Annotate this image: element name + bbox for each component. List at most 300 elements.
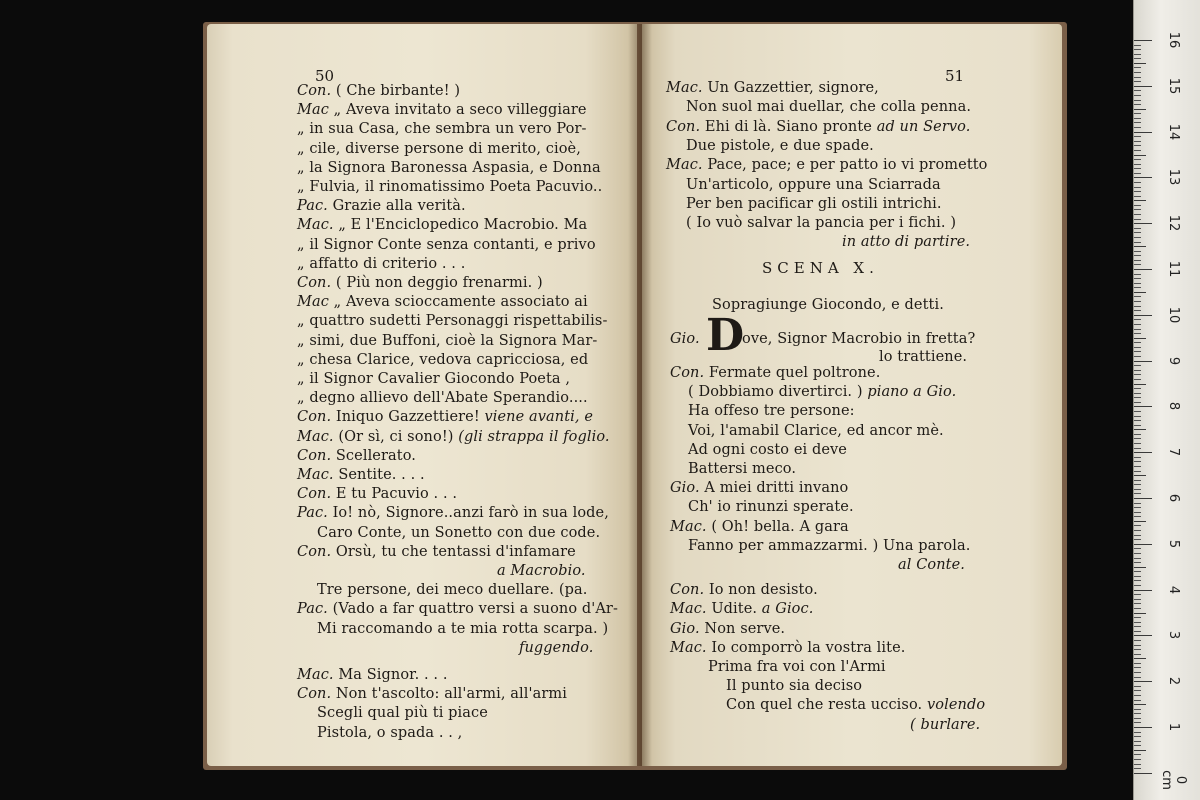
ruler-tick xyxy=(1134,677,1141,678)
ruler-tick xyxy=(1134,576,1141,577)
text-line xyxy=(688,441,847,459)
ruler-number: 12 xyxy=(1166,214,1181,232)
line-text: A miei dritti invano xyxy=(699,480,849,497)
text-line xyxy=(686,137,874,155)
line-text: Ehi di là. Siano pronte xyxy=(700,118,872,135)
speaker-name: Mac. xyxy=(297,217,334,234)
ruler-tick xyxy=(1134,484,1141,485)
text-line xyxy=(670,330,700,348)
line-text: „ simi, due Buffoni, cioè la Signora Mar- xyxy=(297,332,598,349)
stage-direction: lo trattiene. xyxy=(879,349,968,365)
text-line xyxy=(688,402,855,420)
text-line xyxy=(497,562,586,580)
ruler-tick xyxy=(1134,255,1141,256)
ruler-tick xyxy=(1134,466,1141,467)
line-text: ( Io vuò salvar la pancia per i fichi. ) xyxy=(686,215,957,232)
ruler-tick xyxy=(1134,315,1152,316)
line-text: Ma Signor. . . . xyxy=(333,667,448,683)
text-line xyxy=(686,98,971,116)
line-text: „ Aveva invitato a seco villeggiare xyxy=(328,102,587,119)
ruler-tick xyxy=(1134,141,1141,142)
line-text: ( Che birbante! ) xyxy=(331,83,461,99)
speaker-name: Mac. xyxy=(666,80,703,96)
text-line xyxy=(297,178,602,196)
ruler-tick xyxy=(1134,177,1152,178)
text-line xyxy=(317,724,462,742)
speaker-name: Mac. xyxy=(666,157,703,174)
ruler-tick xyxy=(1134,452,1152,453)
ruler-tick xyxy=(1134,324,1141,325)
ruler-tick xyxy=(1134,214,1141,215)
ruler-tick xyxy=(1134,503,1141,504)
speaker-name: Mac xyxy=(297,102,329,119)
ruler-tick xyxy=(1134,406,1152,407)
line-text: „ affatto di criterio . . . xyxy=(297,255,466,272)
text-line xyxy=(297,428,610,446)
text-line xyxy=(317,620,608,638)
line-text: „ Aveva scioccamente associato ai xyxy=(328,294,588,311)
stage-direction: fuggendo. xyxy=(519,639,594,656)
ruler-number: 4 xyxy=(1166,585,1181,594)
text-line xyxy=(317,524,600,542)
line-text: Ha offeso tre persone: xyxy=(688,403,855,420)
ruler-tick xyxy=(1134,709,1141,710)
ruler-tick xyxy=(1134,713,1141,714)
line-text: „ quattro sudetti Personaggi rispettabilis- xyxy=(297,313,608,330)
ruler-tick xyxy=(1134,700,1141,701)
ruler-tick xyxy=(1134,663,1141,664)
measuring-ruler xyxy=(1133,0,1200,800)
ruler-tick xyxy=(1134,155,1146,156)
ruler-tick xyxy=(1134,301,1141,302)
ruler-tick xyxy=(1134,40,1152,41)
ruler-number: 14 xyxy=(1166,123,1181,140)
speaker-name: Con. xyxy=(297,447,332,464)
ruler-tick xyxy=(1134,242,1141,243)
line-text: „ degno allievo dell'Abate Sperandio.... xyxy=(297,390,588,407)
text-line xyxy=(666,156,988,174)
line-text: (Vado a far quattro versi a suono d'Ar- xyxy=(327,601,618,618)
ruler-tick xyxy=(1134,603,1141,604)
ruler-tick xyxy=(1134,617,1141,618)
ruler-tick xyxy=(1134,49,1141,50)
ruler-tick xyxy=(1134,512,1141,513)
text-line xyxy=(317,581,587,599)
text-line xyxy=(297,466,425,484)
text-line xyxy=(519,639,593,657)
ruler-tick xyxy=(1134,274,1141,275)
ruler-tick xyxy=(1134,132,1152,133)
ruler-tick xyxy=(1134,480,1141,481)
ruler-tick xyxy=(1134,374,1141,375)
ruler-tick xyxy=(1134,759,1141,760)
ruler-tick xyxy=(1134,361,1152,362)
line-text: Due pistole, e due spade. xyxy=(686,137,874,154)
ruler-tick xyxy=(1134,718,1141,719)
text-line xyxy=(297,216,587,234)
speaker-name: Mac. xyxy=(670,639,707,656)
ruler-tick xyxy=(1134,109,1146,110)
ruler-tick xyxy=(1134,168,1141,169)
line-text: Prima fra voi con l'Armi xyxy=(708,659,886,675)
ruler-tick xyxy=(1134,333,1141,334)
ruler-tick xyxy=(1134,237,1141,238)
ruler-tick xyxy=(1134,246,1146,247)
ruler-tick xyxy=(1134,434,1141,435)
ruler-tick xyxy=(1134,292,1146,293)
ruler-tick xyxy=(1134,590,1152,591)
ruler-tick xyxy=(1134,145,1141,146)
text-line xyxy=(670,639,905,657)
ruler-tick xyxy=(1134,219,1141,220)
ruler-tick xyxy=(1134,72,1141,73)
stage-direction: a Macrobio. xyxy=(497,563,586,579)
ruler-tick xyxy=(1134,342,1141,343)
speaker-name: Mac. xyxy=(297,428,334,445)
ruler-tick xyxy=(1134,704,1146,705)
speaker-name: Con. xyxy=(297,543,332,560)
text-line xyxy=(686,176,941,194)
ruler-tick xyxy=(1134,200,1146,201)
ruler-tick xyxy=(1134,67,1141,68)
ruler-tick xyxy=(1134,525,1141,526)
line-text: Con quel che resta ucciso. xyxy=(726,697,923,714)
line-text: ove, Signor Macrobio in fretta? xyxy=(742,331,976,347)
ruler-tick xyxy=(1134,553,1141,554)
text-line xyxy=(297,274,543,292)
ruler-tick xyxy=(1134,773,1152,774)
stage-direction: volendo xyxy=(922,697,986,714)
ruler-tick xyxy=(1134,741,1141,742)
book-gutter xyxy=(628,24,652,766)
ruler-tick xyxy=(1134,370,1141,371)
ruler-tick xyxy=(1134,287,1141,288)
ruler-number: 5 xyxy=(1166,539,1181,548)
text-line xyxy=(686,195,942,213)
text-line xyxy=(688,460,796,478)
speaker-name: Con. xyxy=(670,365,705,381)
ruler-tick xyxy=(1134,631,1141,632)
ruler-tick xyxy=(1134,768,1141,769)
ruler-number: 15 xyxy=(1166,77,1181,95)
stage-direction: viene avanti, e xyxy=(479,409,593,426)
ruler-tick xyxy=(1134,686,1141,687)
ruler-tick xyxy=(1134,113,1141,114)
page-number: 51 xyxy=(945,67,965,85)
ruler-tick xyxy=(1134,269,1152,270)
line-text: Io comporrò la vostra lite. xyxy=(706,639,906,656)
ruler-tick xyxy=(1134,205,1141,206)
stage-direction: piano a Gio. xyxy=(862,384,957,401)
line-text: Scellerato. xyxy=(331,447,416,464)
ruler-tick xyxy=(1134,351,1141,352)
speaker-name: Con. xyxy=(666,118,701,135)
line-text: Pace, pace; e per patto io vi prometto xyxy=(702,157,988,174)
line-text: Fermate quel poltrone. xyxy=(704,365,881,381)
text-line xyxy=(297,82,460,100)
stage-direction: ad un Servo. xyxy=(871,118,971,135)
stage-direction: al Conte. xyxy=(898,557,965,573)
ruler-tick xyxy=(1134,745,1141,746)
speaker-name: Con. xyxy=(297,409,332,426)
ruler-tick xyxy=(1134,63,1146,64)
ruler-tick xyxy=(1134,493,1141,494)
ruler-tick xyxy=(1134,251,1141,252)
speaker-name: Mac xyxy=(297,294,329,311)
line-text: „ cile, diverse persone di merito, cioè, xyxy=(297,140,581,157)
line-text: Ch' io rinunzi sperate. xyxy=(688,499,854,516)
text-line xyxy=(297,293,588,311)
ruler-tick xyxy=(1134,306,1141,307)
text-line xyxy=(726,677,862,695)
ruler-number: 13 xyxy=(1166,169,1181,186)
ruler-number: 0 cm xyxy=(1159,769,1188,790)
ruler-tick xyxy=(1134,681,1152,682)
text-line xyxy=(670,620,785,638)
ruler-tick xyxy=(1134,319,1141,320)
text-line xyxy=(666,79,879,97)
ruler-tick xyxy=(1134,580,1141,581)
ruler-tick xyxy=(1134,338,1146,339)
text-line xyxy=(670,600,813,618)
ruler-tick xyxy=(1134,45,1141,46)
line-text: Io non desisto. xyxy=(704,582,818,599)
ruler-tick xyxy=(1134,764,1141,765)
ruler-tick xyxy=(1134,425,1141,426)
ruler-tick xyxy=(1134,516,1141,517)
ruler-tick xyxy=(1134,278,1141,279)
ruler-tick xyxy=(1134,118,1141,119)
speaker-name: Con. xyxy=(297,686,332,703)
text-line xyxy=(670,581,818,599)
text-line xyxy=(297,197,466,215)
speaker-name: Gio. xyxy=(670,620,700,637)
text-line xyxy=(688,498,854,516)
line-text: ( Oh! bella. A gara xyxy=(706,518,849,535)
line-text: „ Fulvia, il rinomatissimo Poeta Pacuvio.. xyxy=(297,179,603,195)
ruler-tick xyxy=(1134,379,1141,380)
ruler-tick xyxy=(1134,296,1141,297)
ruler-tick xyxy=(1134,457,1141,458)
ruler-tick xyxy=(1134,310,1141,311)
ruler-tick xyxy=(1134,420,1141,421)
stage-direction: in atto di partire. xyxy=(842,234,971,251)
line-text: Battersi meco. xyxy=(688,461,797,477)
line-text: Grazie alla verità. xyxy=(327,198,466,215)
ruler-tick xyxy=(1134,54,1141,55)
ruler-number: 1 xyxy=(1166,722,1181,732)
text-line xyxy=(297,312,607,330)
text-line xyxy=(297,120,587,138)
ruler-number: 7 xyxy=(1166,448,1181,457)
ruler-tick xyxy=(1134,191,1141,192)
line-text: „ E l'Enciclopedico Macrobio. Ma xyxy=(333,217,588,234)
ruler-tick xyxy=(1134,173,1141,174)
ruler-tick xyxy=(1134,393,1141,394)
ruler-tick xyxy=(1134,722,1141,723)
line-text: Un Gazzettier, signore, xyxy=(702,80,879,96)
line-text: E tu Pacuvio . . . xyxy=(331,486,458,503)
ruler-tick xyxy=(1134,727,1152,728)
ruler-tick xyxy=(1134,209,1141,210)
ruler-tick xyxy=(1134,438,1141,439)
ruler-tick xyxy=(1134,182,1141,183)
ruler-tick xyxy=(1134,347,1141,348)
ruler-tick xyxy=(1134,104,1141,105)
speaker-name: Mac. xyxy=(297,667,334,683)
ruler-tick xyxy=(1134,658,1146,659)
ruler-number: 9 xyxy=(1166,356,1181,365)
ruler-tick xyxy=(1134,90,1141,91)
line-text: Caro Conte, un Sonetto con due code. xyxy=(317,524,601,541)
ruler-tick xyxy=(1134,136,1141,137)
ruler-tick xyxy=(1134,429,1146,430)
text-line xyxy=(297,389,588,407)
text-line xyxy=(670,479,848,497)
line-text: Udite. xyxy=(706,601,758,618)
text-line xyxy=(670,364,880,382)
ruler-tick xyxy=(1134,498,1152,499)
right-page xyxy=(642,24,1062,766)
speaker-name: Pac. xyxy=(297,505,328,522)
ruler-number: 10 xyxy=(1166,306,1181,324)
ruler-tick xyxy=(1134,544,1152,545)
text-line xyxy=(297,370,570,388)
ruler-tick xyxy=(1134,86,1152,87)
text-line xyxy=(297,666,448,684)
ruler-tick xyxy=(1134,695,1141,696)
ruler-tick xyxy=(1134,448,1141,449)
ruler-tick xyxy=(1134,388,1141,389)
ruler-tick xyxy=(1134,461,1141,462)
text-line xyxy=(726,696,985,714)
text-line xyxy=(670,518,849,536)
speaker-name: Pac. xyxy=(297,198,328,215)
text-line xyxy=(297,408,593,426)
speaker-name: Con. xyxy=(297,83,332,99)
speaker-name: Con. xyxy=(670,582,705,599)
ruler-tick xyxy=(1134,667,1141,668)
ruler-number: 8 xyxy=(1166,402,1181,411)
ruler-tick xyxy=(1134,754,1141,755)
ruler-tick xyxy=(1134,187,1141,188)
ruler-tick xyxy=(1134,635,1152,636)
stage-direction: a Gioc. xyxy=(757,601,814,618)
ruler-tick xyxy=(1134,443,1141,444)
ruler-tick xyxy=(1134,411,1141,412)
text-line xyxy=(297,159,601,177)
ruler-tick xyxy=(1134,164,1141,165)
ruler-tick xyxy=(1134,489,1141,490)
text-line xyxy=(297,685,567,703)
ruler-tick xyxy=(1134,384,1146,385)
text-line xyxy=(317,704,488,722)
speaker-name: Gio. xyxy=(670,480,700,497)
ruler-tick xyxy=(1134,535,1141,536)
ruler-tick xyxy=(1134,530,1141,531)
ruler-tick xyxy=(1134,622,1141,623)
line-text: Fanno per ammazzarmi. ) Una parola. xyxy=(688,537,971,554)
ruler-tick xyxy=(1134,613,1146,614)
line-text: (Or sì, ci sono!) xyxy=(333,428,454,445)
ruler-tick xyxy=(1134,365,1141,366)
text-line xyxy=(686,214,956,232)
line-text: „ il Signor Cavalier Giocondo Poeta , xyxy=(297,371,571,387)
line-text: Pistola, o spada . . , xyxy=(317,724,463,741)
text-line xyxy=(297,255,465,273)
ruler-tick xyxy=(1134,507,1141,508)
page-number: 50 xyxy=(315,67,335,85)
line-text: Mi raccomando a te mia rotta scarpa. ) xyxy=(317,620,609,637)
ruler-number: 11 xyxy=(1166,260,1181,278)
text-line xyxy=(842,233,970,251)
text-line xyxy=(297,101,587,119)
ruler-tick xyxy=(1134,159,1141,160)
line-text: „ la Signora Baronessa Aspasia, e Donna xyxy=(297,159,601,176)
text-line xyxy=(688,422,944,440)
line-text: Un'articolo, oppure una Sciarrada xyxy=(686,176,941,193)
speaker-name: Gio. xyxy=(670,331,700,347)
ruler-tick xyxy=(1134,599,1141,600)
ruler-tick xyxy=(1134,77,1141,78)
text-line xyxy=(297,351,588,369)
ruler-tick xyxy=(1134,329,1141,330)
ruler-tick xyxy=(1134,58,1141,59)
text-line xyxy=(297,447,416,465)
drop-capital: D xyxy=(706,310,745,361)
ruler-tick xyxy=(1134,732,1141,733)
text-line xyxy=(297,140,581,158)
speaker-name: Con. xyxy=(297,486,332,503)
line-text: „ in sua Casa, che sembra un vero Por- xyxy=(297,121,587,138)
ruler-tick xyxy=(1134,626,1141,627)
text-line xyxy=(708,658,886,676)
speaker-name: Mac. xyxy=(297,467,334,483)
scene-title: SCENA X. xyxy=(762,259,879,277)
line-text: Iniquo Gazzettiere! xyxy=(331,409,480,426)
text-line xyxy=(688,537,970,555)
ruler-tick xyxy=(1134,402,1141,403)
ruler-tick xyxy=(1134,150,1141,151)
ruler-tick xyxy=(1134,196,1141,197)
ruler-tick xyxy=(1134,228,1141,229)
text-line xyxy=(297,543,576,561)
line-text: Per ben pacificar gli ostili intrichi. xyxy=(686,195,942,212)
line-text: Io! nò, Signore..anzi farò in sua lode, xyxy=(327,505,609,522)
ruler-tick xyxy=(1134,571,1141,572)
ruler-tick xyxy=(1134,645,1141,646)
text-line xyxy=(898,556,965,574)
ruler-tick xyxy=(1134,690,1141,691)
line-text: Ad ogni costo ei deve xyxy=(688,441,847,458)
line-text: Tre persone, dei meco duellare. (pa. xyxy=(317,582,588,599)
line-text: „ chesa Clarice, vedova capricciosa, ed xyxy=(297,351,589,368)
line-text: Orsù, tu che tentassi d'infamare xyxy=(331,543,576,560)
ruler-tick xyxy=(1134,223,1152,224)
ruler-tick xyxy=(1134,416,1141,417)
stage-direction: ( burlare. xyxy=(910,716,981,733)
ruler-number: 3 xyxy=(1166,631,1181,640)
ruler-tick xyxy=(1134,127,1141,128)
line-text: Non suol mai duellar, che colla penna. xyxy=(686,99,972,116)
line-text: ( Dobbiamo divertirci. ) xyxy=(688,384,863,401)
ruler-tick xyxy=(1134,594,1141,595)
line-text: Voi, l'amabil Clarice, ed ancor mè. xyxy=(688,422,944,439)
line-text: Non t'ascolto: all'armi, all'armi xyxy=(331,686,567,703)
ruler-number: 2 xyxy=(1166,677,1181,686)
ruler-tick xyxy=(1134,567,1146,568)
ruler-tick xyxy=(1134,475,1146,476)
